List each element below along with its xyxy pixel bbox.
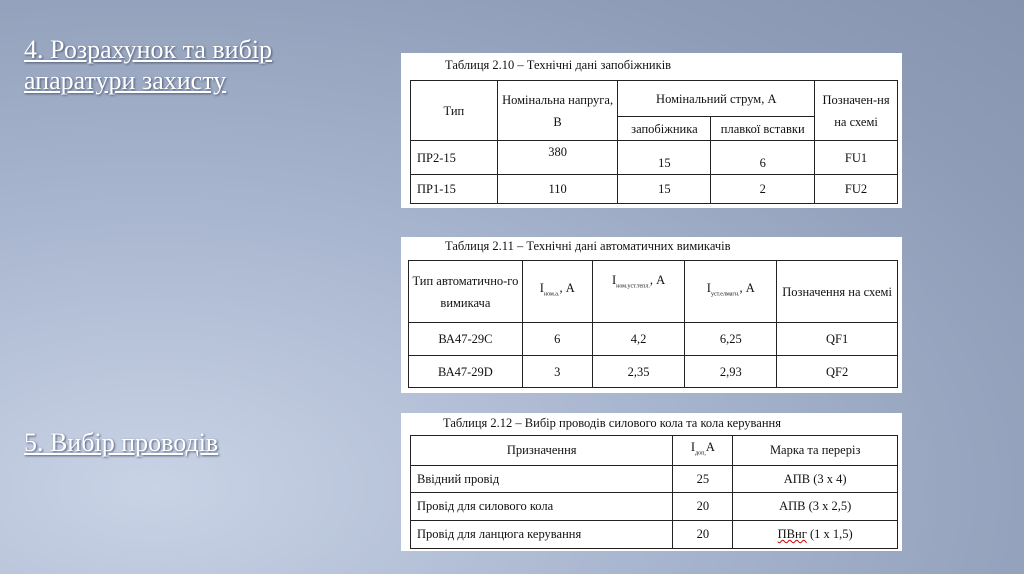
label: I (690, 440, 696, 454)
cell: 6 (522, 323, 592, 356)
brand-size: (1 х 1,5) (806, 527, 853, 541)
section-5-heading: 5. Вибір проводів (24, 428, 219, 457)
table-row (411, 465, 898, 492)
cell: АПВ (3 х 2,5) (733, 492, 898, 520)
cell: 20 (673, 520, 733, 548)
wire-table-panel (401, 413, 902, 551)
cell: АПВ (3 х 4) (733, 465, 898, 492)
cell: 4,2 (592, 323, 685, 356)
header-designation: Позначен-ня на схемі (815, 81, 898, 141)
header-current (673, 436, 733, 466)
header-i-therm (592, 261, 685, 323)
subscript: доп, (695, 450, 706, 457)
header-designation: Позначення на схемі (777, 261, 898, 323)
cell: 6 (711, 141, 815, 175)
table-caption: Таблиця 2.12 – Вибір проводів силового кола та кола керування (443, 416, 781, 430)
unit: , А (739, 281, 755, 296)
cell: 2,35 (592, 356, 685, 388)
header-i-em (685, 261, 777, 323)
table-caption: Таблиця 2.11 – Технічні дані автоматичних вимикачів (445, 239, 731, 253)
breaker-table-panel (401, 237, 902, 393)
cell: 2,93 (685, 356, 777, 388)
table-caption: Таблиця 2.10 – Технічні дані запобіжників (445, 58, 672, 72)
cell: 25 (673, 465, 733, 492)
unit: , А (559, 281, 575, 296)
label: I (611, 273, 617, 287)
subscript: уст.елмагн. (710, 291, 740, 298)
cell: 110 (497, 175, 618, 204)
subscript: ном.а. (543, 291, 560, 298)
header-type: Тип (411, 81, 498, 141)
cell: FU2 (815, 175, 898, 204)
header-current: Номінальний струм, А (618, 81, 815, 117)
fuse-table-panel (401, 53, 902, 208)
unit: А (705, 440, 715, 454)
cell: 15 (618, 175, 711, 204)
table-row (411, 175, 898, 204)
cell: 3 (522, 356, 592, 388)
cell: ВА47-29С (409, 323, 523, 356)
header-voltage: Номінальна напруга, В (497, 81, 618, 141)
table-row (411, 141, 898, 175)
table-row (409, 356, 898, 388)
cell: 6,25 (685, 323, 777, 356)
cell: ПР1-15 (411, 175, 498, 204)
header-brand: Марка та переріз (733, 436, 898, 466)
cell: QF2 (777, 356, 898, 388)
cell: 20 (673, 492, 733, 520)
table-row (409, 323, 898, 356)
cell: 2 (711, 175, 815, 204)
header-i-nom (522, 261, 592, 323)
table-row (411, 492, 898, 520)
cell: 380 (497, 141, 618, 175)
label: I (706, 281, 711, 296)
label: I (539, 281, 544, 296)
unit: , А (649, 273, 666, 287)
cell: QF1 (777, 323, 898, 356)
header-insert: плавкої вставки (711, 117, 815, 141)
subscript: ном.уст.тепл. (616, 283, 650, 290)
header-fuse: запобіжника (618, 117, 711, 141)
header-type: Тип автоматично-го вимикача (409, 261, 523, 323)
cell: ПР2-15 (411, 141, 498, 175)
cell: Ввідний провід (411, 465, 673, 492)
header-purpose: Призначення (411, 436, 673, 466)
cell: Провід для силового кола (411, 492, 673, 520)
fuse-table (410, 80, 898, 204)
cell: Провід для ланцюга керування (411, 520, 673, 548)
breaker-table (408, 260, 898, 388)
section-4-heading: 4. Розрахунок та вибір апаратури захисту (24, 35, 273, 95)
cell (733, 520, 898, 548)
brand-name: ПВнг (777, 527, 807, 541)
cell: 15 (618, 141, 711, 175)
table-row (411, 520, 898, 548)
cell: FU1 (815, 141, 898, 175)
cell: ВА47-29D (409, 356, 523, 388)
wire-table (410, 435, 898, 549)
